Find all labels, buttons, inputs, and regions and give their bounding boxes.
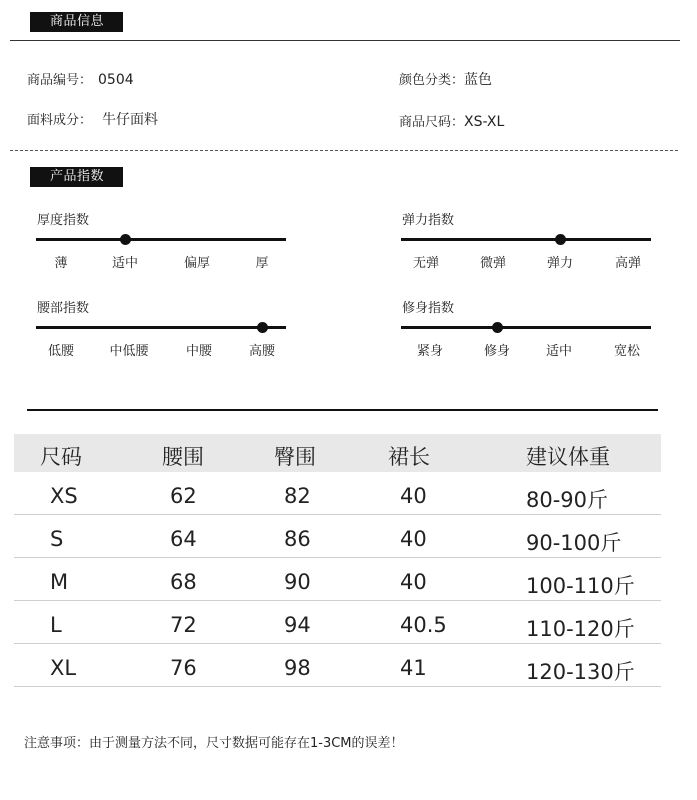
size-range-label: 商品尺码：	[399, 115, 465, 130]
index-option: 高弹	[614, 256, 641, 271]
table-cell: XL	[50, 656, 77, 680]
index-title: 弹力指数	[402, 213, 455, 228]
header-length: 裙长	[388, 445, 430, 469]
index-option: 紧身	[416, 344, 443, 359]
product-code-field	[27, 69, 134, 88]
table-cell: 40.5	[400, 613, 447, 637]
table-cell: 120-130斤	[526, 660, 635, 684]
index-option: 薄	[54, 256, 68, 271]
size-table	[14, 434, 661, 687]
table-cell: 76	[170, 656, 197, 680]
index-option: 微弹	[479, 256, 506, 271]
table-cell: 94	[284, 613, 311, 637]
table-row	[14, 515, 661, 558]
table-cell: 40	[400, 527, 427, 551]
table-row	[14, 601, 661, 644]
table-cell: 62	[170, 484, 197, 508]
section-tag-product-info: 商品信息	[30, 12, 123, 32]
index-indicator-dot	[492, 322, 503, 333]
index-scale-line	[36, 238, 286, 241]
table-cell: 86	[284, 527, 311, 551]
table-cell: 98	[284, 656, 311, 680]
header-size: 尺码	[40, 445, 82, 469]
index-option: 偏厚	[183, 256, 210, 271]
section-divider	[10, 40, 680, 41]
table-cell: 40	[400, 570, 427, 594]
index-scale-line	[36, 326, 286, 329]
header-waist: 腰围	[162, 445, 204, 469]
index-indicator-dot	[120, 234, 131, 245]
index-option: 弹力	[546, 256, 573, 271]
table-cell: 72	[170, 613, 197, 637]
index-option: 低腰	[47, 344, 74, 359]
table-cell: 100-110斤	[526, 574, 635, 598]
table-cell: 80-90斤	[526, 488, 609, 512]
index-option: 中腰	[185, 344, 212, 359]
size-table-header	[14, 434, 661, 472]
size-range-field	[399, 111, 504, 130]
index-title: 修身指数	[402, 301, 455, 316]
index-option: 中低腰	[109, 344, 149, 359]
table-cell: 64	[170, 527, 197, 551]
index-option: 宽松	[613, 344, 640, 359]
size-rows	[14, 472, 661, 687]
table-cell: L	[50, 613, 62, 637]
table-cell: 68	[170, 570, 197, 594]
table-cell: 90-100斤	[526, 531, 622, 555]
index-indicator-dot	[555, 234, 566, 245]
index-option: 厚	[255, 256, 269, 271]
table-cell: S	[50, 527, 64, 551]
product-code-label: 商品编号：	[27, 73, 93, 88]
index-title: 厚度指数	[37, 213, 90, 228]
header-weight: 建议体重	[526, 445, 610, 469]
table-cell: M	[50, 570, 69, 594]
color-value: 蓝色	[464, 72, 493, 88]
dashed-divider	[10, 150, 678, 151]
index-option: 适中	[111, 256, 138, 271]
table-cell: 40	[400, 484, 427, 508]
index-option: 修身	[483, 344, 510, 359]
table-cell: XS	[50, 484, 78, 508]
color-field	[399, 69, 492, 89]
header-hip: 臀围	[274, 445, 316, 469]
index-scale-line	[401, 326, 651, 329]
fabric-value: 牛仔面料	[102, 112, 159, 128]
table-cell: 82	[284, 484, 311, 508]
index-scale-line	[401, 238, 651, 241]
index-option: 无弹	[412, 256, 439, 271]
fabric-field	[27, 109, 158, 129]
table-top-rule	[27, 409, 658, 411]
table-cell: 110-120斤	[526, 617, 635, 641]
measurement-note: 注意事项：由于测量方法不同，尺寸数据可能存在1-3CM的误差！	[24, 736, 404, 751]
index-title: 腰部指数	[37, 301, 90, 316]
size-range-value: XS-XL	[464, 114, 505, 130]
index-option: 适中	[545, 344, 572, 359]
table-row	[14, 644, 661, 687]
fabric-label: 面料成分：	[27, 113, 93, 128]
product-code-value: 0504	[98, 72, 134, 88]
table-row	[14, 472, 661, 515]
table-cell: 41	[400, 656, 427, 680]
table-row	[14, 558, 661, 601]
index-indicator-dot	[257, 322, 268, 333]
section-tag-product-index: 产品指数	[30, 167, 123, 187]
index-option: 高腰	[248, 344, 275, 359]
table-cell: 90	[284, 570, 311, 594]
color-label: 颜色分类：	[399, 73, 465, 88]
